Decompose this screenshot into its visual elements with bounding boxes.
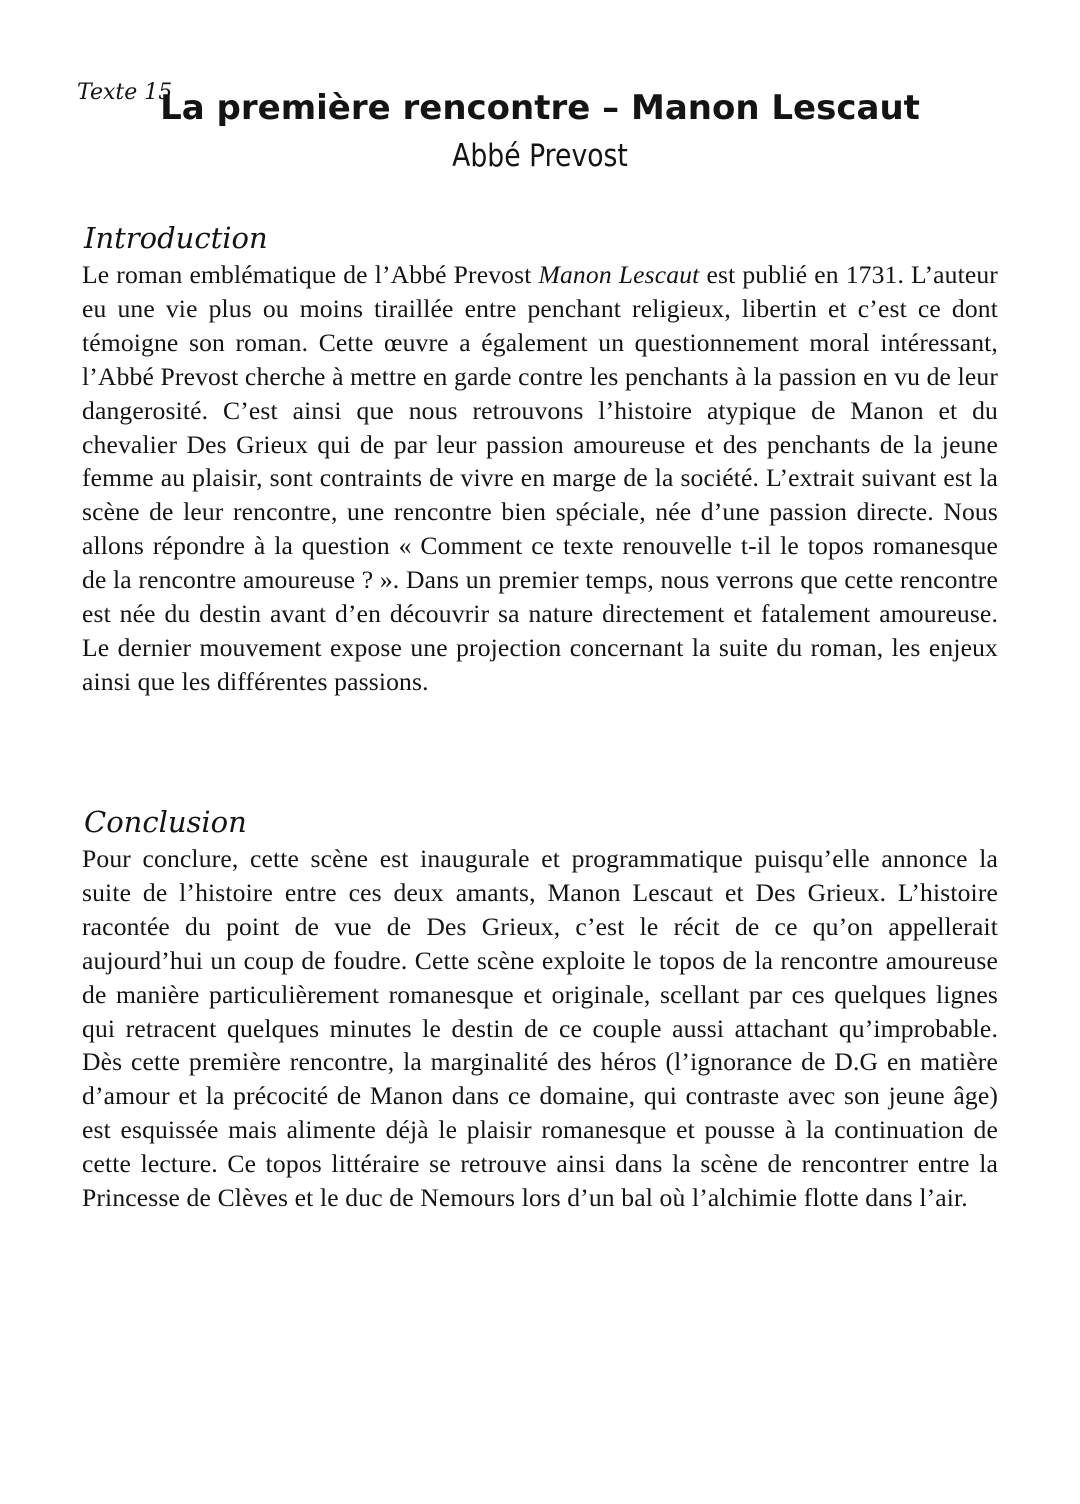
introduction-text-start: Le roman emblématique de l’Abbé Prevost — [82, 260, 539, 289]
text-number-label: Texte 15 — [77, 80, 173, 105]
author-name: Abbé Prevost — [452, 138, 628, 174]
conclusion-paragraph: Pour conclure, cette scène est inaugurale et programmatique puisqu’elle annonce la suite de l’histoire entre ces deux amants, Manon Lescaut et Des Grieux. L’histoire racontée du point de vue de Des Grieux, c’est le récit de ce qu’on appellerait aujourd’hui un coup de foudre. Cette scène exploite le topos de la rencontre amoureuse de manière particulièrement romanesque et originale, scellant par ces quelques lignes qui retracent quelques minutes le destin de ce couple aussi attachant qu’improbable. Dès cette première rencontre, la marginalité des héros (l’ignorance de D.G en matière d’amour et la précocité de Manon dans ce domaine, qui contraste avec son jeune âge) est esquissée mais alimente déjà le plaisir romanesque et pousse à la continuation de cette lecture. Ce topos littéraire se retrouve ainsi dans la scène de rencontrer entre la Princesse de Clèves et le duc de Nemours lors d’un bal où l’alchimie flotte dans l’air. — [82, 844, 998, 1213]
conclusion-section — [82, 804, 998, 1215]
page-title: La première rencontre – Manon Lescaut — [160, 88, 920, 128]
work-title: Manon Lescaut — [538, 260, 700, 289]
introduction-paragraph — [82, 258, 998, 699]
conclusion-heading: Conclusion — [84, 805, 247, 839]
introduction-text-rest: est publié en 1731. L’auteur eu une vie plus ou moins tiraillée entre penchant religieux, libertin et c’est ce dont témoigne son roman. Cette œuvre a également un questionnement moral intéressant, l’Abbé Prevost cherche à mettre en garde contre les penchants à la passion en vu de leur dangerosité. C’est ainsi que nous retrouvons l’histoire atypique de Manon et du chevalier Des Grieux qui de par leur passion amoureuse et des penchants de la jeune femme au plaisir, sont contraints de vivre en marge de la société. L’extrait suivant est la scène de leur rencontre, une rencontre bien spéciale, née d’une passion directe. Nous allons répondre à la question « Comment ce texte renouvelle t-il le topos romanesque de la rencontre amoureuse ? ». Dans un premier temps, nous verrons que cette rencontre est née du destin avant d’en découvrir sa nature directement et fatalement amoureuse. Le dernier mouvement expose une projection concernant la suite du roman, les enjeux ainsi que les différentes passions. — [82, 260, 998, 696]
introduction-heading: Introduction — [84, 221, 268, 255]
introduction-section — [82, 220, 998, 699]
